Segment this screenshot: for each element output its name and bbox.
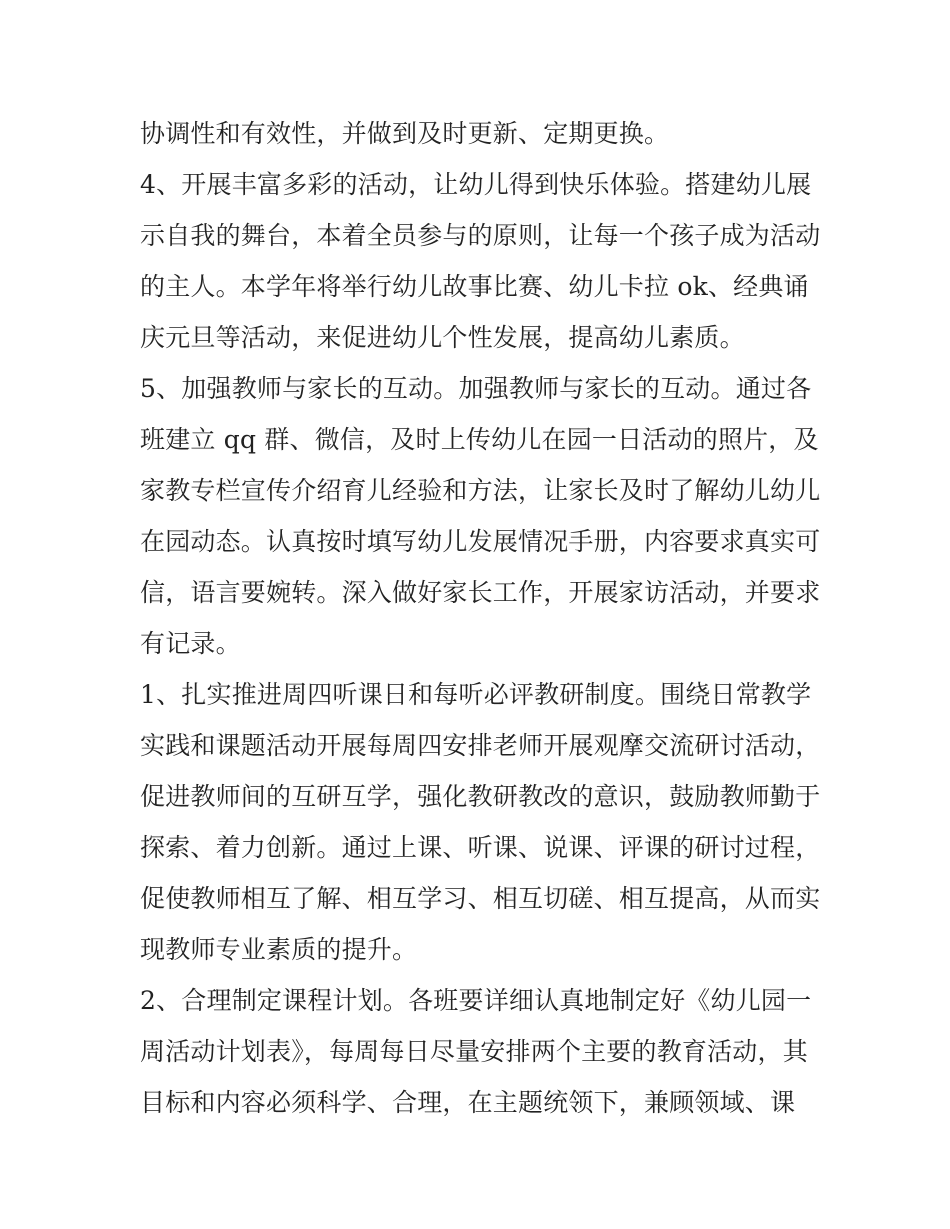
- text-line: 4、开展丰富多彩的活动，让幼儿得到快乐体验。搭建幼儿展: [140, 170, 812, 199]
- text-line: 示自我的舞台，本着全员参与的原则，让每一个孩子成为活动: [140, 221, 821, 250]
- text-line: 5、加强教师与家长的互动。加强教师与家长的互动。通过各: [140, 374, 812, 403]
- text-line: 探索、着力创新。通过上课、听课、说课、评课的研讨过程，: [140, 833, 821, 862]
- text-line: 实践和课题活动开展每周四安排老师开展观摩交流研讨活动，: [140, 731, 821, 760]
- text-line: 周活动计划表》，每周每日尽量安排两个主要的教育活动，其: [140, 1037, 808, 1066]
- text-line: 在园动态。认真按时填写幼儿发展情况手册，内容要求真实可: [140, 527, 821, 556]
- text-line: 2、合理制定课程计划。各班要详细认真地制定好《幼儿园一: [140, 986, 812, 1015]
- text-line: 信，语言要婉转。深入做好家长工作，开展家访活动，并要求: [140, 578, 821, 607]
- text-line: 家教专栏宣传介绍育儿经验和方法，让家长及时了解幼儿幼儿: [140, 476, 821, 505]
- text-line: 的主人。本学年将举行幼儿故事比赛、幼儿卡拉 ok、经典诵: [140, 272, 809, 301]
- text-line: 现教师专业素质的提升。: [140, 935, 418, 964]
- text-line: 班建立 qq 群、微信，及时上传幼儿在园一日活动的照片，及: [140, 425, 819, 454]
- text-line: 有记录。: [140, 629, 241, 658]
- text-line: 1、扎实推进周四听课日和每听必评教研制度。围绕日常教学: [140, 680, 812, 709]
- body-text: [140, 108, 821, 1128]
- text-line: 促进教师间的互研互学，强化教研教改的意识，鼓励教师勤于: [140, 782, 821, 811]
- text-line: 目标和内容必须科学、合理，在主题统领下，兼顾领域、课: [140, 1088, 796, 1117]
- text-line: 庆元旦等活动，来促进幼儿个性发展，提高幼儿素质。: [140, 323, 745, 352]
- text-line: 协调性和有效性，并做到及时更新、定期更换。: [140, 119, 670, 148]
- text-line: 促使教师相互了解、相互学习、相互切磋、相互提高，从而实: [140, 884, 821, 913]
